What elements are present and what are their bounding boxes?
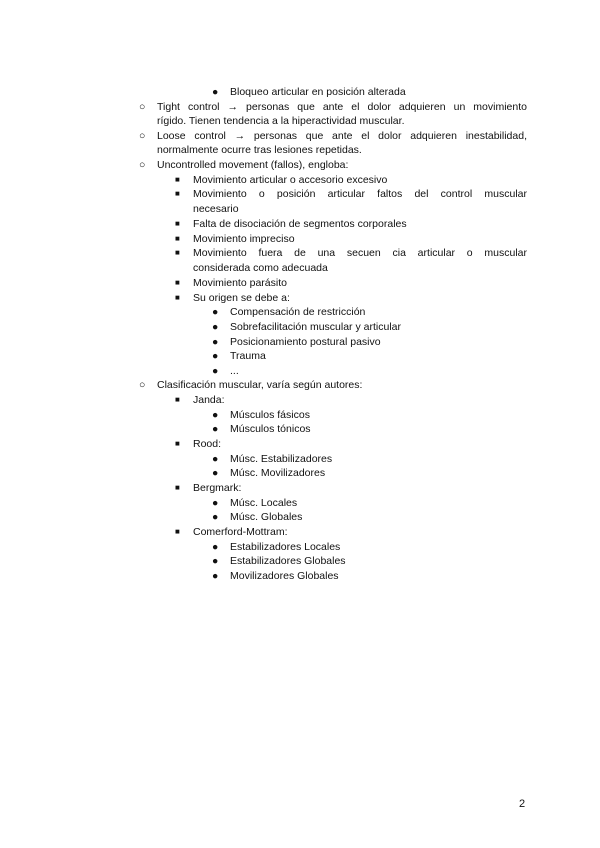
list-item-text: Posicionamiento postural pasivo (230, 336, 381, 348)
list-item-text: normalmente ocurre tras lesiones repetidas. (157, 144, 362, 156)
bullet-disc: ● (212, 350, 219, 362)
list-item-text: Músculos fásicos (230, 409, 310, 421)
bullet-square: ■ (175, 278, 180, 287)
list-item-text: Janda: (193, 394, 225, 406)
list-item-text: Músc. Locales (230, 497, 298, 509)
bullet-disc: ● (212, 365, 219, 377)
bullet-disc: ● (212, 409, 219, 421)
list-item-text: Falta de disociación de segmentos corporales (193, 218, 407, 230)
bullet-square: ■ (175, 219, 180, 228)
bullet-square: ■ (175, 189, 180, 198)
bullet-circle: ○ (139, 130, 146, 142)
list-item-text: Trauma (230, 350, 266, 362)
bullet-disc: ● (212, 453, 219, 465)
bullet-disc: ● (212, 497, 219, 509)
list-item-text: Tight control → personas que ante el dolor adquieren un movimiento (157, 101, 527, 113)
bullet-disc: ● (212, 570, 219, 582)
list-item-text: Músc. Globales (230, 511, 303, 523)
bullet-disc: ● (212, 306, 219, 318)
bullet-square: ■ (175, 527, 180, 536)
list-item-text: Movimiento impreciso (193, 233, 295, 245)
list-item-text: Músc. Movilizadores (230, 467, 326, 479)
list-item-text: Movimiento o posición articular faltos del control muscular (193, 188, 527, 200)
list-item-text: Loose control → personas que ante el dolor adquieren inestabilidad, (157, 130, 527, 142)
bullet-disc: ● (212, 321, 219, 333)
list-item-text: Clasificación muscular, varía según autores: (157, 379, 363, 391)
list-item-text: Compensación de restricción (230, 306, 366, 318)
list-item-text: Uncontrolled movement (fallos), engloba: (157, 159, 349, 171)
list-item-text: Movimiento fuera de una secuen cia articular o muscular (193, 247, 527, 259)
bullet-circle: ○ (139, 159, 146, 171)
bullet-circle: ○ (139, 101, 146, 113)
list-item-text: Músc. Estabilizadores (230, 453, 333, 465)
list-item-text: Movilizadores Globales (230, 570, 339, 582)
list-item-text: Músculos tónicos (230, 423, 311, 435)
bullet-square: ■ (175, 248, 180, 257)
bullet-disc: ● (212, 336, 219, 348)
list-item-text: Bloqueo articular en posición alterada (230, 86, 406, 98)
bullet-disc: ● (212, 467, 219, 479)
list-item-text: considerada como adecuada (193, 262, 328, 274)
bullet-disc: ● (212, 86, 219, 98)
bullet-disc: ● (212, 511, 219, 523)
bullet-circle: ○ (139, 379, 146, 391)
bullet-disc: ● (212, 423, 219, 435)
list-item-text: Bergmark: (193, 482, 242, 494)
bullet-square: ■ (175, 439, 180, 448)
list-item-text: Rood: (193, 438, 222, 450)
bullet-square: ■ (175, 175, 180, 184)
bullet-square: ■ (175, 234, 180, 243)
list-item-text: Su origen se debe a: (193, 292, 290, 304)
list-item-text: Movimiento articular o accesorio excesivo (193, 174, 388, 186)
bullet-square: ■ (175, 293, 180, 302)
list-item-text: Estabilizadores Globales (230, 555, 346, 567)
list-item-text: rígido. Tienen tendencia a la hiperactividad muscular. (157, 115, 405, 127)
list-item-text: Estabilizadores Locales (230, 541, 341, 553)
bullet-square: ■ (175, 395, 180, 404)
list-item-text: necesario (193, 203, 239, 215)
bullet-disc: ● (212, 541, 219, 553)
list-item-text: Sobrefacilitación muscular y articular (230, 321, 401, 333)
list-item-text: Movimiento parásito (193, 277, 287, 289)
list-item-text: Comerford-Mottram: (193, 526, 288, 538)
page-number: 2 (519, 798, 526, 810)
list-item-text: ... (230, 365, 239, 377)
bullet-disc: ● (212, 555, 219, 567)
bullet-square: ■ (175, 483, 180, 492)
